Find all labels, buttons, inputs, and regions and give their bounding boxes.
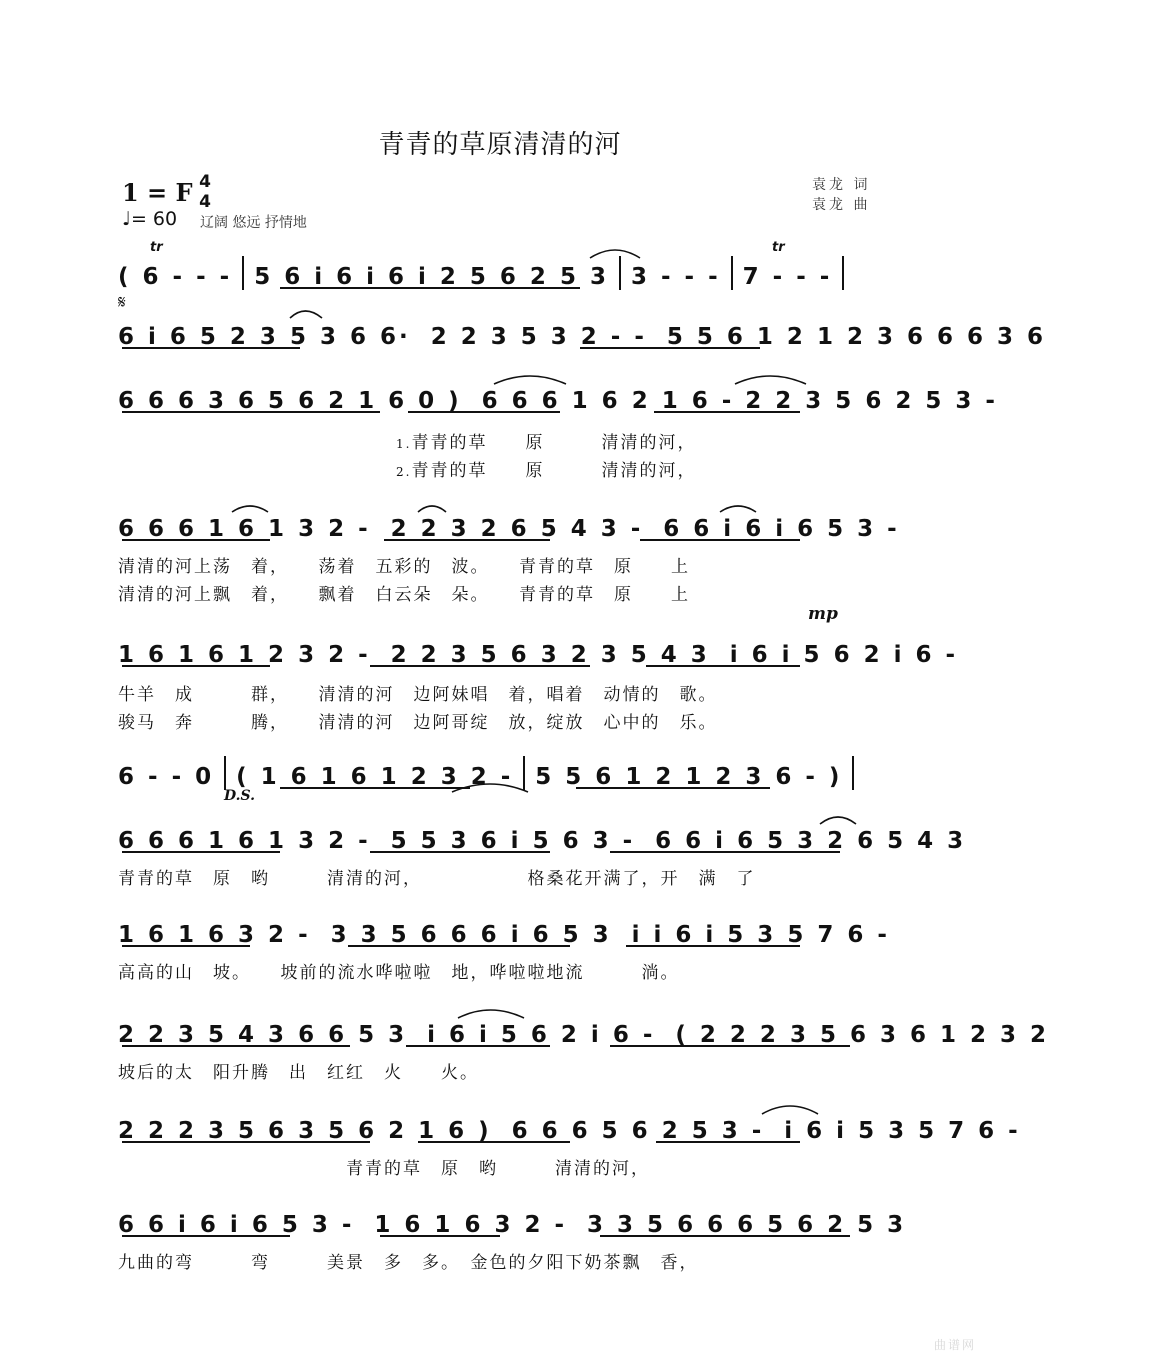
score-line [118, 1014, 1050, 1048]
time-signature [196, 172, 214, 212]
measure: ( 2 2 2 3 5 6 3 6 1 2 3 2 [675, 1022, 1050, 1048]
score-line [118, 1110, 1021, 1144]
verse-number: 2. [396, 465, 412, 479]
score-line [118, 380, 998, 414]
measure: 1 6 1 6 3 2 - [118, 922, 311, 948]
measure: 1 6 1 6 1 2 3 2 - [118, 642, 371, 668]
lyricist-credit: 袁龙 词 [812, 177, 871, 193]
lyric-line: 九曲的弯 弯 美景 多 多。 金色的夕阳下奶茶飘 香， [118, 1253, 699, 1273]
measure: 5 5 6 1 2 1 2 3 6 - ) [535, 764, 843, 790]
measure: 6 6 i 6 5 3 2 6 5 4 3 [655, 828, 967, 854]
score-line [118, 756, 884, 790]
barline [731, 256, 733, 290]
measure: 6 6 i 6 i 6 5 3 - [663, 516, 900, 542]
score-line [118, 508, 900, 542]
key-signature: 1 = F [122, 178, 193, 207]
lyric-line: 坡后的太 阳升腾 出 红红 火 火。 [118, 1063, 479, 1083]
barline [242, 256, 244, 290]
measure: 5 5 3 6 i 5 6 3 - [390, 828, 636, 854]
measure: 6 6 6 1 6 1 3 2 - [118, 828, 371, 854]
score-line [118, 1204, 907, 1238]
measure: 1 6 1 6 3 2 - [374, 1212, 568, 1238]
measure: 3 3 5 6 6 6 i 6 5 3 [330, 922, 612, 948]
lyric-text: 青青的草 原 清清的河， [411, 433, 697, 453]
measure: 2 2 3 5 6 3 2 3 5 4 3 [390, 642, 710, 668]
measure: ( 1 6 1 6 1 2 3 2 - [236, 764, 514, 790]
lyric-line: 青青的草 原 哟 清清的河， 格桑花开满了，开 满 了 [118, 869, 756, 889]
measure: 7 - - - [742, 264, 833, 290]
meter-top: 4 [199, 172, 211, 192]
measure: ( 6 - - - [118, 264, 233, 290]
verse-number: 1. [396, 437, 412, 451]
barline [852, 756, 854, 790]
measure: 6 6 6 1 6 2 1 6 - 2 2 3 5 6 2 5 3 - [481, 388, 998, 414]
barline [224, 756, 226, 790]
score-line [118, 256, 884, 290]
measure: 5 5 6 1 2 1 2 3 6 6 6 3 6 [666, 324, 1047, 350]
measure: 6 6 6 3 6 5 6 2 1 6 0 ) [118, 388, 462, 414]
meter-bottom: 4 [199, 192, 211, 212]
measure: 2 2 3 5 4 3 6 6 5 3 [118, 1022, 408, 1048]
measure: 3 3 5 6 6 6 5 6 2 5 3 [587, 1212, 907, 1238]
lyric-line: 骏马 奔 腾， 清清的河 边阿哥绽 放，绽放 心中的 乐。 [118, 713, 718, 733]
watermark: 曲谱网 [933, 1338, 976, 1352]
measure: 2 2 2 3 5 6 3 5 6 2 1 6 ) [118, 1118, 492, 1144]
measure: 6 6 i 6 i 6 5 3 - [118, 1212, 355, 1238]
measure: i 6 i 5 3 5 7 6 - [784, 1118, 1021, 1144]
barline [619, 256, 621, 290]
measure: 2 2 3 5 3 2 - - [430, 324, 647, 350]
measure: i 6 i 5 6 2 i 6 - [427, 1022, 656, 1048]
lyric-text: 青青的草 原 清清的河， [411, 461, 697, 481]
page-title: 青青的草原清清的河 [378, 130, 622, 160]
lyric-line: 高高的山 坡。 坡前的流水哗啦啦 地，哗啦啦地流 淌。 [118, 963, 680, 983]
ds-mark: D.S. [224, 788, 256, 804]
measure: i i 6 i 5 3 5 7 6 - [631, 922, 890, 948]
barline [842, 256, 844, 290]
score-line [118, 634, 959, 668]
measure: 5 6 i 6 i 6 i 2 5 6 2 5 3 [254, 264, 609, 290]
measure: 6 i 6 5 2 3 5 3 6 6· [118, 324, 411, 350]
score-line [118, 820, 967, 854]
expression-mark: 辽阔 悠远 抒情地 [200, 215, 307, 231]
composer-credit: 袁龙 曲 [812, 197, 871, 213]
score-line [118, 316, 1047, 350]
trill-mark: tr [772, 240, 785, 255]
measure: 6 6 6 5 6 2 5 3 - [511, 1118, 765, 1144]
lyric-line: 牛羊 成 群， 清清的河 边阿妹唱 着，唱着 动情的 歌。 [118, 685, 718, 705]
measure: i 6 i 5 6 2 i 6 - [729, 642, 959, 668]
tempo-mark: ♩= 60 [122, 208, 178, 230]
segno-sign: 𝄋 [118, 292, 126, 313]
lyric-line: 清清的河上飘 着， 飘着 白云朵 朵。 青青的草 原 上 [118, 585, 690, 605]
trill-mark: tr [150, 240, 163, 255]
measure: 3 - - - [630, 264, 721, 290]
measure: 2 2 3 2 6 5 4 3 - [390, 516, 644, 542]
lyric-line: 清清的河上荡 着， 荡着 五彩的 波。 青青的草 原 上 [118, 557, 690, 577]
barline [523, 756, 525, 790]
measure: 6 6 6 1 6 1 3 2 - [118, 516, 371, 542]
lyric-line [396, 456, 1162, 481]
lyric-line: 青青的草 原 哟 清清的河， [118, 1159, 650, 1179]
lyric-line [396, 428, 1162, 453]
score-line [118, 914, 890, 948]
measure: 6 - - 0 [118, 764, 215, 790]
dynamic-mark: mp [808, 604, 838, 624]
